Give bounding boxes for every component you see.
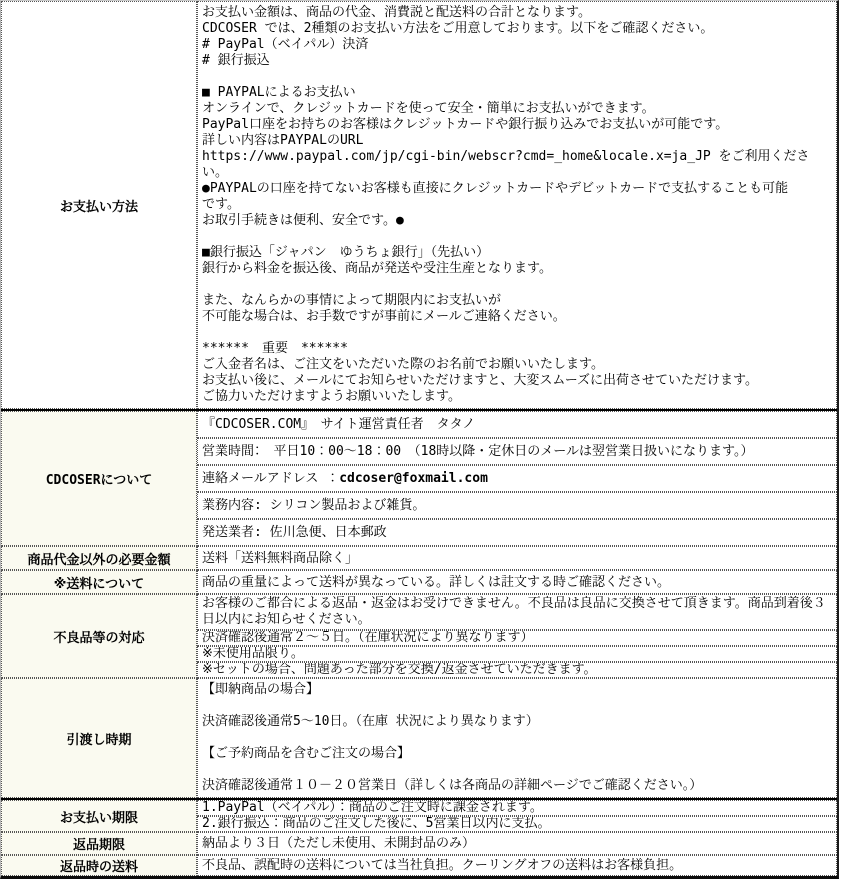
delivery-line: 【ご予約商品を含むご注文の場合】 — [202, 746, 411, 761]
payment-line: ご協力いただけますようお願いいたします。 — [202, 389, 461, 404]
payment-line-blank — [202, 69, 832, 85]
important-note-title: ****** 重要 ****** — [202, 341, 348, 356]
payment-line: ■銀行振込「ジャパン ゆうちょ銀行」（先払い） — [202, 245, 490, 260]
payment-line: # PayPal（ベイパル）決済 — [202, 37, 369, 52]
payment-line: です。 — [202, 197, 240, 212]
defective-row: ※未使用品限り。 — [197, 646, 837, 662]
payment-line: オンラインで、クレジットカードを使って安全・簡単にお支払いができます。 — [202, 101, 655, 116]
table-row — [1, 678, 837, 798]
about-shipper-row: 発送業者: 佐川急便、日本郵政 — [197, 519, 837, 546]
table-row — [1, 570, 837, 594]
shipping-note-text: 商品の重量によって送料が異なっている。詳しくは註文する時ご確認ください。 — [197, 570, 837, 594]
table-row — [1, 546, 837, 570]
delivery-line: 決済確認後通常5～10日。（在庫 状況により異なります） — [202, 714, 539, 729]
payment-method-header: お支払い方法 — [1, 1, 197, 409]
payment-line: # 銀行振込 — [202, 53, 270, 68]
payment-line: 銀行から料金を振込後、商品が発送や受注生産となります。 — [202, 261, 552, 276]
payment-deadline-row: 2.銀行振込：商品のご注文した後に、5営業日以内に支払。 — [197, 816, 837, 832]
delivery-line-blank — [202, 730, 832, 746]
payment-line: PayPal口座をお持ちのお客様はクレジットカードや銀行振り込みでお支払いが可能です。 — [202, 117, 729, 132]
table-row — [1, 832, 837, 855]
defective-row: お客様のご都合による返品・返金はお受けできません。不良品は良品に交換させて頂きます。商品到着後３日以内にお知らせください。 — [197, 594, 837, 630]
delivery-line: 決済確認後通常１０－２０営業日（詳しくは各商品の詳細ページでご確認ください。） — [202, 778, 703, 793]
extra-fee-text: 送料「送料無料商品除く」 — [197, 546, 837, 570]
deadline-table — [1, 798, 837, 876]
payment-line: お支払い金額は、商品の代金、消費説と配送料の合計となります。 — [202, 5, 591, 20]
return-deadline-header: 返品期限 — [1, 832, 197, 855]
shop-info-table — [1, 409, 837, 798]
return-shipping-text: 不良品、誤配時の送料については当社負担。クーリングオフの送料はお客様負担。 — [197, 855, 837, 876]
payment-line: 詳しい内容はPAYPALのURL — [202, 133, 364, 148]
payment-line-blank — [202, 229, 832, 245]
about-header: CDCOSERについて — [1, 411, 197, 546]
shipping-note-header: ※送料について — [1, 570, 197, 594]
payment-deadline-header: お支払い期限 — [1, 800, 197, 832]
about-email-row — [197, 465, 837, 492]
payment-line: 不可能な場合は、お手数ですが事前にメールご連絡ください。 — [202, 309, 566, 324]
payment-line: ■ PAYPALによるお支払い — [202, 85, 356, 100]
delivery-content — [197, 678, 837, 798]
delivery-header: 引渡し時期 — [1, 678, 197, 798]
extra-fee-header: 商品代金以外の必要金額 — [1, 546, 197, 570]
email-label: 連絡メールアドレス ： — [202, 470, 340, 486]
return-deadline-text: 納品より３日（ただし未使用、未開封品のみ） — [197, 832, 837, 855]
payment-line: また、なんらかの事情によって期限内にお支払いが — [202, 293, 502, 308]
defective-row: 決済確認後通常２～５日。（在庫状況により異なります） — [197, 630, 837, 646]
defective-header: 不良品等の対応 — [1, 594, 197, 678]
about-business-row: 業務内容: シリコン製品および雑貨。 — [197, 492, 837, 519]
table-row — [1, 594, 837, 630]
delivery-line-blank — [202, 698, 832, 714]
payment-line: CDCOSER では、2種類のお支払い方法をご用意しております。以下をご確認ください。 — [202, 21, 714, 36]
table-row — [1, 855, 837, 876]
paypal-url-text: https://www.paypal.com/jp/cgi-bin/webscr?cmd=_home&locale.x=ja_JP をご利用ください。 — [202, 149, 810, 180]
payment-method-content — [197, 1, 837, 409]
about-site-row: 『CDCOSER.COM』 サイト運営責任者 タタノ — [197, 411, 837, 438]
delivery-line-blank — [202, 762, 832, 778]
payment-line-blank — [202, 325, 832, 341]
table-row — [1, 1, 837, 409]
payment-method-table — [1, 1, 837, 409]
table-row — [1, 800, 837, 816]
payment-line-blank — [202, 277, 832, 293]
payment-line: ご入金者名は、ご注文をいただいた際のお名前でお願いいたします。 — [202, 357, 604, 372]
contact-email: cdcoser@foxmail.com — [339, 470, 488, 486]
payment-deadline-row: 1.PayPal（ベイパル）：商品のご注文時に課金されます。 — [197, 800, 837, 816]
payment-line: ●PAYPALの口座を持てないお客様も直接にクレジットカードやデビットカードで支払することも可能 — [202, 181, 789, 196]
delivery-line: 【即納商品の場合】 — [202, 682, 320, 697]
payment-line: お支払い後に、メールにてお知らせいただけますと、大変スムーズに出荷させていただけます。 — [202, 373, 759, 388]
payment-line: お取引手続きは便利、安全です。● — [202, 213, 404, 228]
return-shipping-header: 返品時の送料 — [1, 855, 197, 876]
table-row — [1, 411, 837, 438]
defective-row: ※セットの場合、問題あった部分を交換/返金させていただきます。 — [197, 662, 837, 678]
about-hours-row: 営業時間： 平日10：00～18：00 （18時以降・定休日のメールは翌営業日扱いになります。） — [197, 438, 837, 465]
